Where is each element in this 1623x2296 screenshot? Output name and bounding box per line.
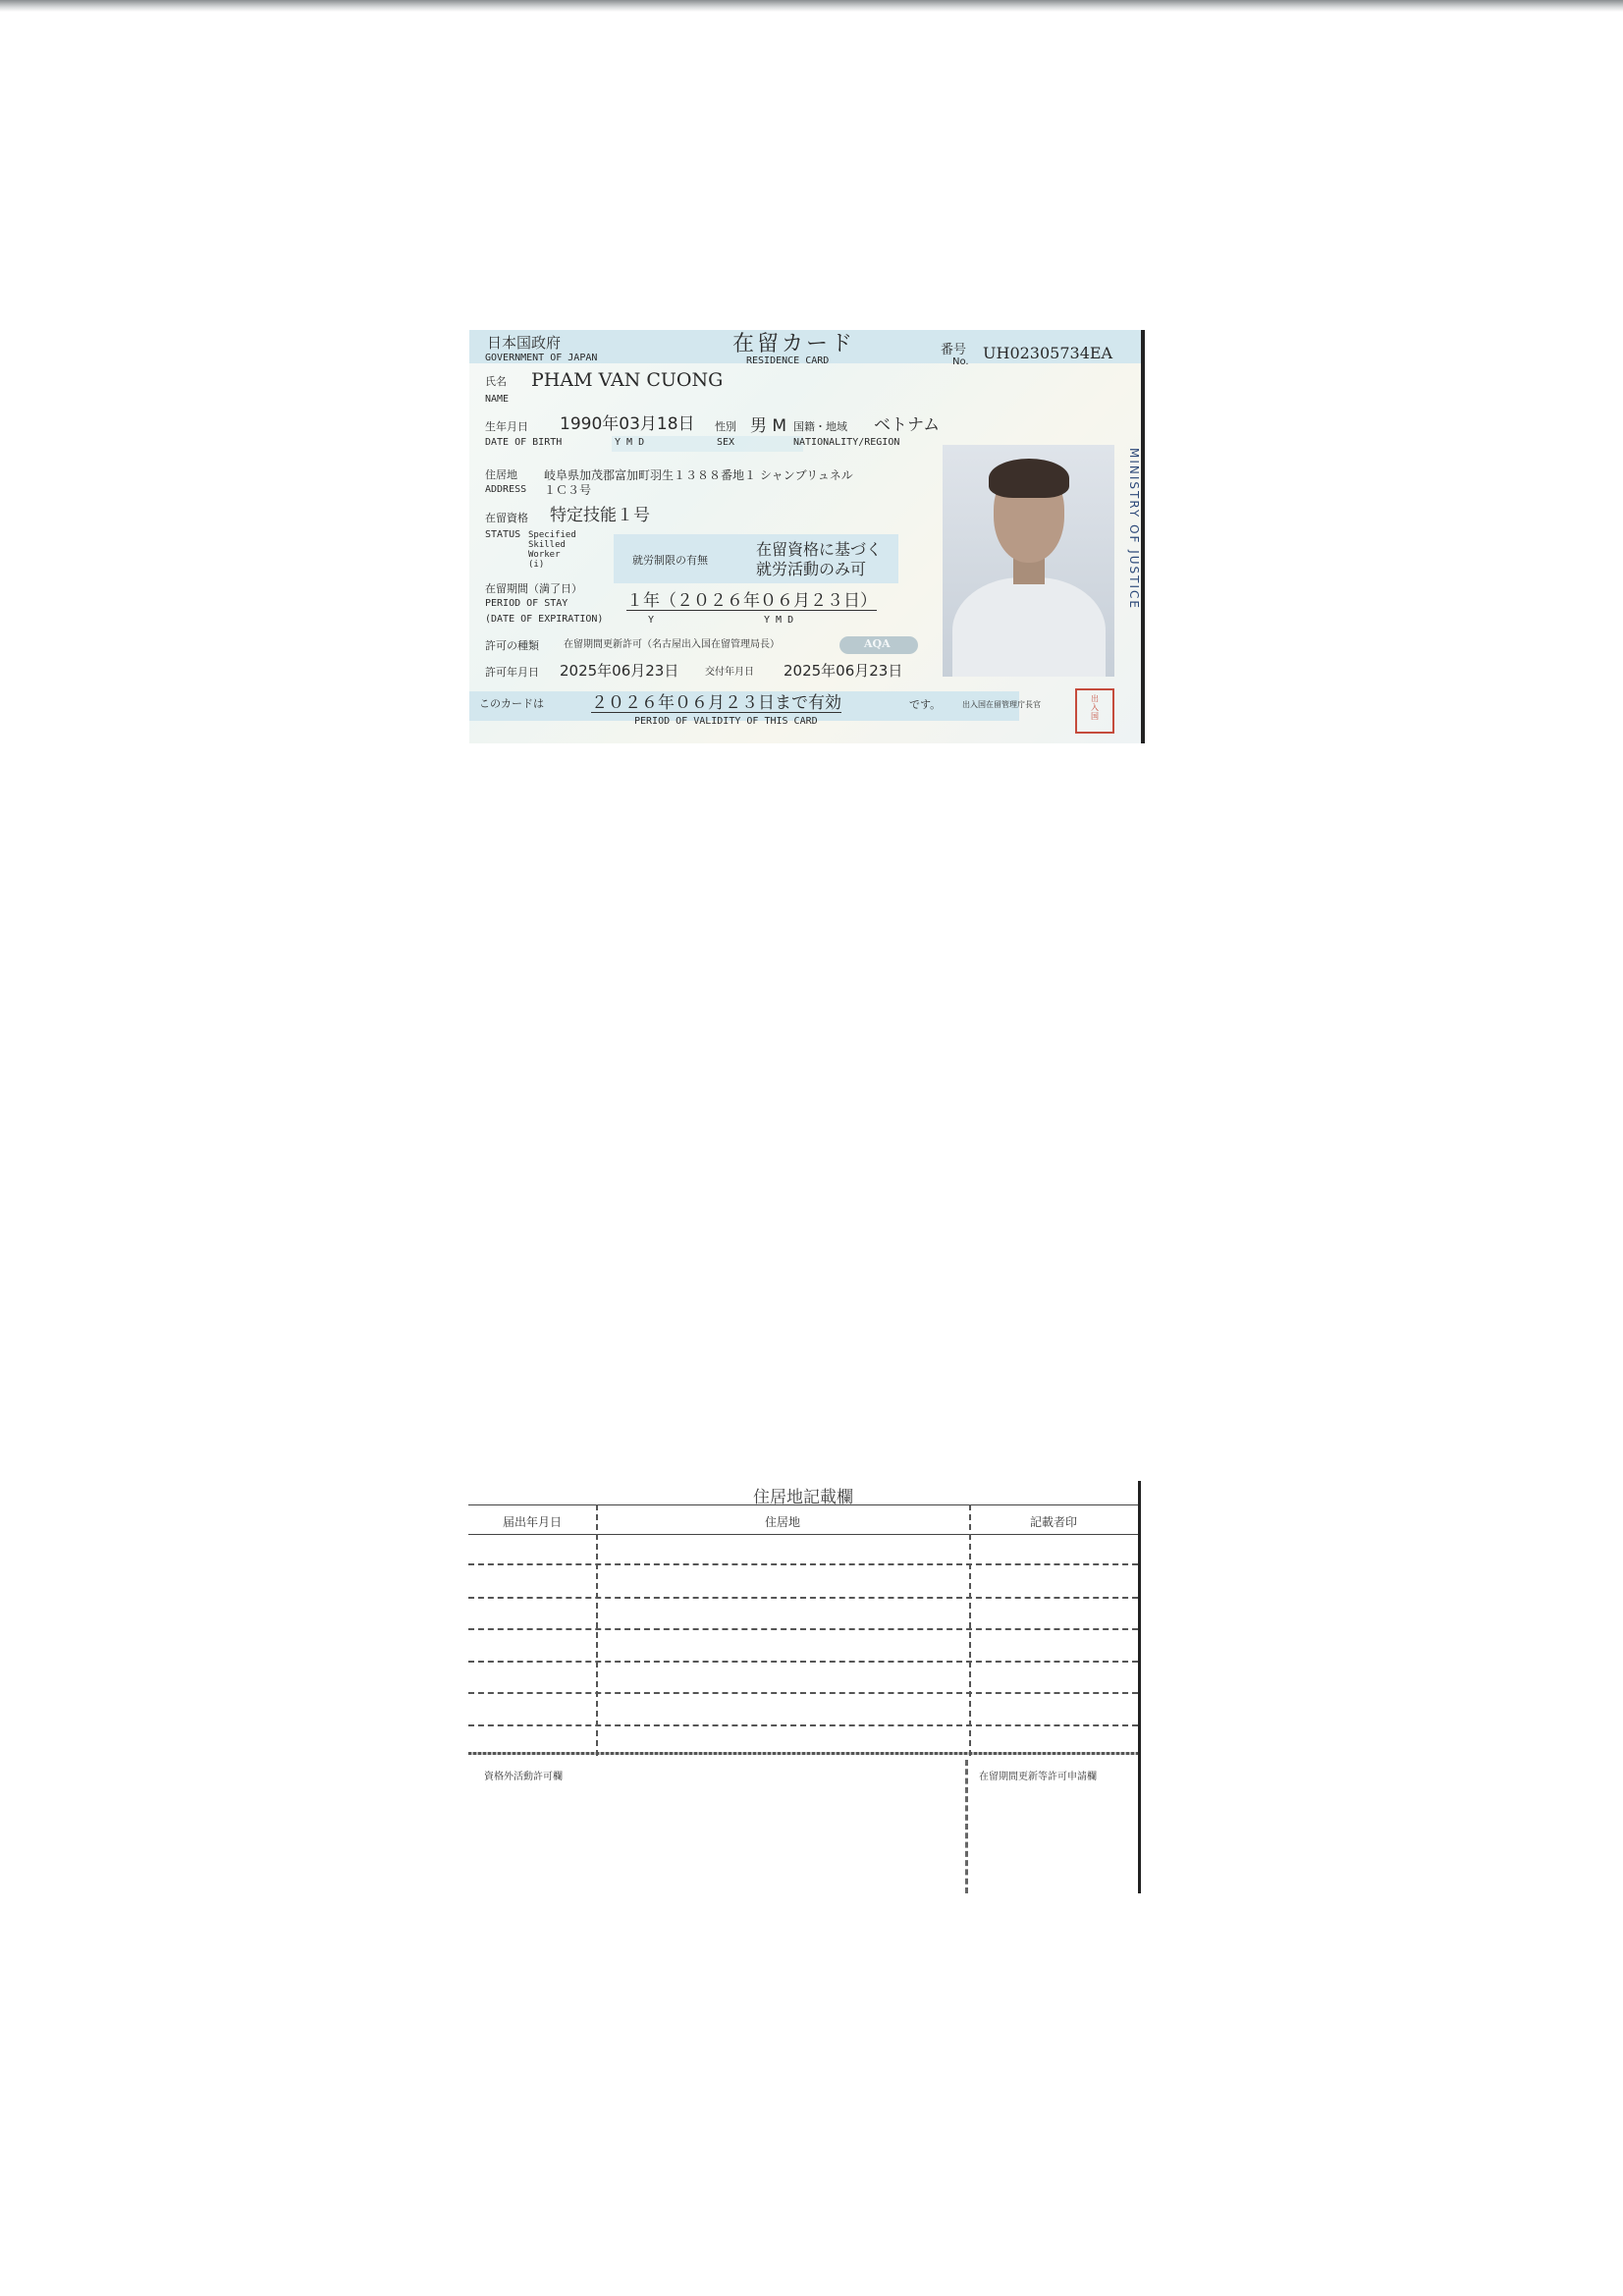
renewal-application-label: 在留期間更新等許可申請欄 [979, 1772, 1097, 1782]
work-restriction-line-1: 在留資格に基づく [756, 540, 883, 559]
sex-label-en: SEX [717, 437, 735, 448]
period-label: 在留期間（満了日） [485, 582, 582, 595]
issuer: 出入国在留管理庁長官 [962, 700, 1041, 709]
issue-date-label: 交付年月日 [705, 667, 754, 678]
card-title-en: RESIDENCE CARD [746, 355, 830, 366]
address-record-title: 住居地記載欄 [753, 1488, 853, 1507]
col-header-seal: 記載者印 [1029, 1515, 1077, 1529]
period-ymd: Y M D [764, 615, 794, 626]
period-label-en-1: PERIOD OF STAY [485, 598, 568, 609]
government-label: 日本国政府 [487, 334, 562, 352]
status-en-2: Skilled [528, 540, 566, 550]
permit-date: 2025年06月23日 [560, 662, 679, 680]
address-label-en: ADDRESS [485, 484, 527, 495]
number-label-en: No. [952, 356, 969, 367]
status-label: 在留資格 [485, 512, 528, 524]
name-label-en: NAME [485, 394, 510, 405]
card-title: 在留カード [732, 332, 856, 356]
status-of-residence: 特定技能１号 [550, 506, 650, 525]
address-line-1: 岐阜県加茂郡富加町羽生１３８８番地１ シャンブリュネル [544, 468, 853, 482]
status-en-4: (i) [528, 560, 545, 570]
sex: 男 M [750, 416, 787, 436]
permit-date-label: 許可年月日 [485, 666, 539, 679]
col-header-date: 届出年月日 [502, 1515, 562, 1529]
government-label-en: GOVERNMENT OF JAPAN [485, 353, 598, 363]
holder-name: PHAM VAN CUONG [531, 369, 724, 391]
nationality: ベトナム [874, 415, 941, 435]
nationality-label: 国籍・地域 [793, 420, 847, 433]
validity-label-en: PERIOD OF VALIDITY OF THIS CARD [634, 716, 818, 727]
period-of-stay: １年（２０２６年０６月２３日） [626, 591, 877, 611]
validity-suffix: です。 [909, 698, 942, 711]
address-line-2: １Ｃ３号 [544, 483, 592, 497]
status-en-1: Specified [528, 530, 576, 540]
period-ymd-y: Y [648, 615, 655, 626]
work-restriction-label: 就労制限の有無 [632, 554, 708, 567]
official-seal: 出 入 国 [1075, 688, 1114, 734]
permit-type-label: 許可の種類 [485, 639, 539, 652]
permit-badge-text: AQA [864, 637, 891, 650]
work-restriction-line-2: 就労活動のみ可 [756, 560, 867, 578]
card-validity: ２０２６年０６月２３日まで有効 [591, 693, 841, 713]
ministry-label: MINISTRY OF JUSTICE [1127, 448, 1141, 611]
name-label: 氏名 [485, 375, 507, 388]
period-label-en-2: (DATE OF EXPIRATION) [485, 614, 604, 625]
scan-shadow [0, 0, 1623, 12]
card-number: UH02305734EA [983, 344, 1113, 362]
issue-date: 2025年06月23日 [784, 662, 903, 680]
dob-label: 生年月日 [485, 420, 528, 433]
number-label: 番号 [941, 343, 967, 357]
outside-activity-permit-label: 資格外活動許可欄 [484, 1772, 563, 1782]
residence-card-back [468, 1481, 1141, 1893]
dob-ymd: Y M D [615, 437, 645, 448]
validity-prefix: このカードは [479, 697, 544, 710]
dob-label-en: DATE OF BIRTH [485, 437, 563, 448]
address-label: 住居地 [485, 468, 517, 481]
date-of-birth: 1990年03月18日 [560, 414, 695, 434]
holder-photo [943, 445, 1114, 677]
col-header-address: 住居地 [764, 1515, 800, 1529]
residence-card-front [469, 330, 1145, 743]
permit-type: 在留期間更新許可（名古屋出入国在留管理局長） [564, 639, 780, 650]
status-label-en: STATUS [485, 529, 521, 540]
sex-label: 性別 [715, 420, 736, 433]
status-en-3: Worker [528, 550, 561, 560]
nationality-label-en: NATIONALITY/REGION [793, 437, 900, 448]
